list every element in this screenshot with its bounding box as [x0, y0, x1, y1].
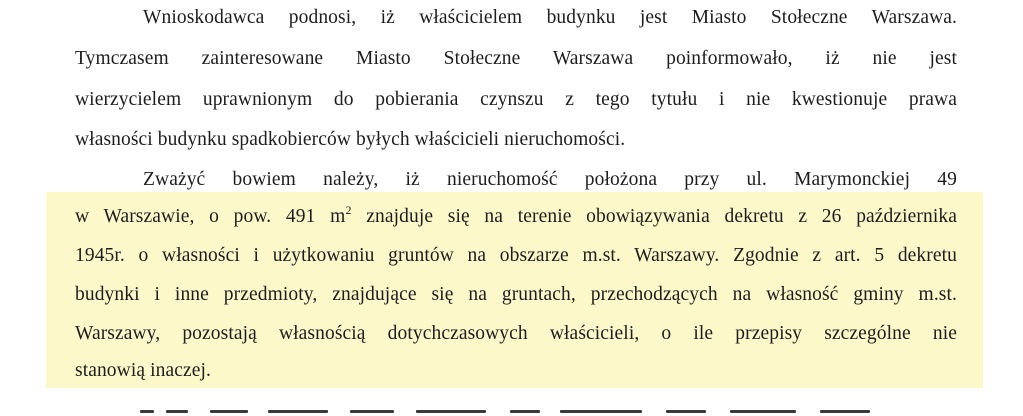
paragraph-1-line-2: Tymczasem zainteresowane Miasto Stołeczne Warszawa poinformowało, iż nie jest: [75, 48, 957, 69]
paragraph-2-line-2: [75, 205, 957, 229]
paragraph-2-line-2-start: w Warszawie, o pow. 491 m: [75, 206, 346, 227]
paragraph-2-line-3: 1945r. o własności i użytkowaniu gruntów na obszarze m.st. Warszawy. Zgodnie z art. 5 dekretu: [75, 245, 957, 266]
paragraph-2-line-2-end: znajduje się na terenie obowiązywania dekretu z 26 października: [351, 206, 957, 227]
paragraph-2-line-4: budynki i inne przedmioty, znajdujące się na gruntach, przechodzących na własność gminy m.st.: [75, 284, 957, 305]
paragraph-2-line-5: Warszawy, pozostają własnością dotychczasowych właścicieli, o ile przepisy szczególne nie: [75, 323, 957, 344]
paragraph-1-line-3: wierzycielem uprawnionym do pobierania czynszu z tego tytułu i nie kwestionuje prawa: [75, 89, 957, 110]
superscript-exponent: 2: [345, 203, 352, 217]
paragraph-1-line-4: własności budynku spadkobierców byłych właścicieli nieruchomości.: [75, 129, 626, 150]
paragraph-2-line-1: Zważyć bowiem należy, iż nieruchomość położona przy ul. Marymonckiej 49: [143, 169, 957, 190]
cut-off-next-line: [140, 398, 900, 416]
paragraph-1-line-1: Wnioskodawca podnosi, iż właścicielem budynku jest Miasto Stołeczne Warszawa.: [143, 7, 957, 28]
paragraph-2-line-6: stanowią inaczej.: [75, 360, 211, 381]
